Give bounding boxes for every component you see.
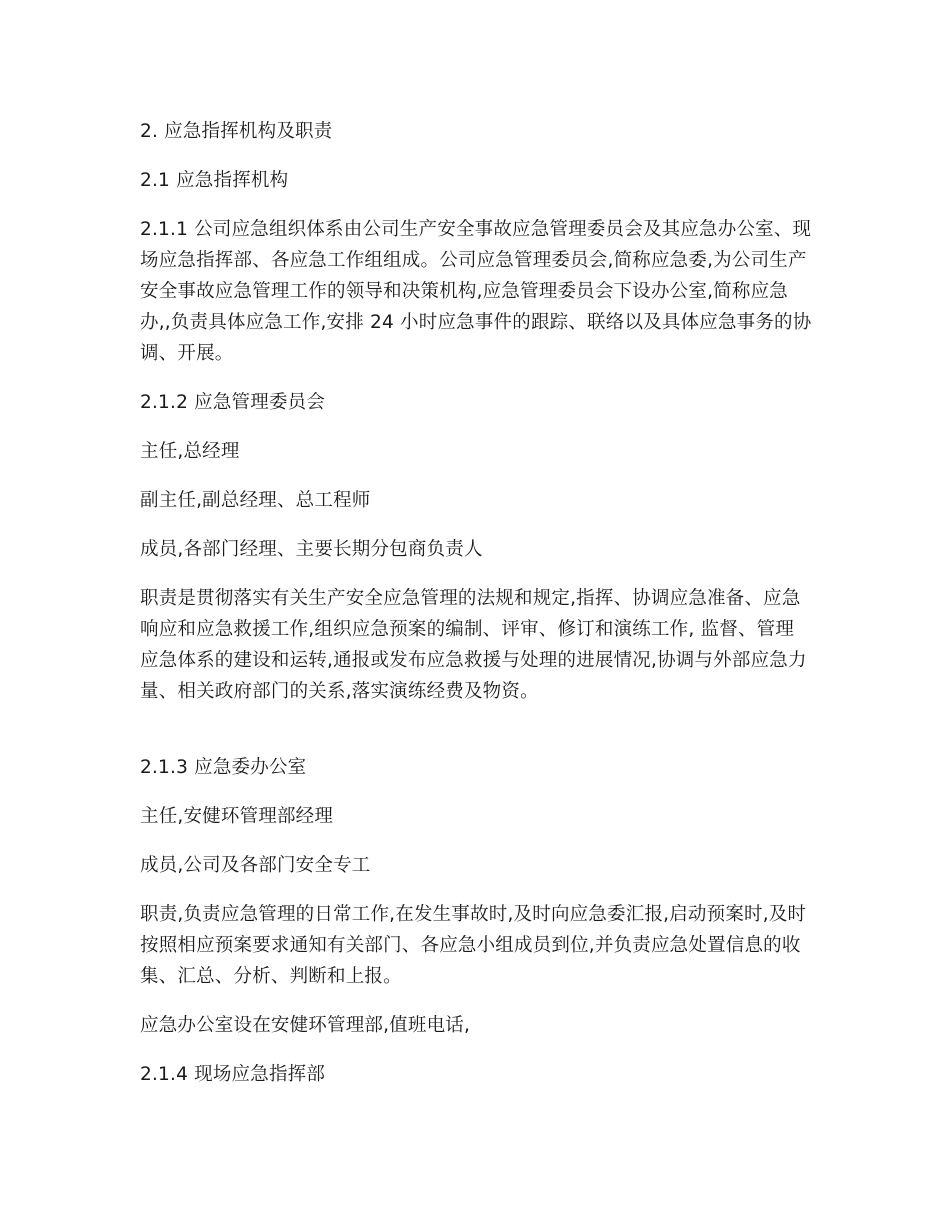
committee-deputy-director: 副主任,副总经理、总工程师 bbox=[140, 490, 371, 511]
office-director: 主任,安健环管理部经理 bbox=[140, 806, 334, 827]
committee-duties: 职责是贯彻落实有关生产安全应急管理的法规和规定,指挥、协调应急准备、应急响应和应急救援工作,组织应急预案的编制、评审、修订和演练工作, 监督、管理应急体系的建设和运转,通报或发布应急救援与处理的进展情况,协调与外部应急力量、相关政府部门的关系,落实演练经费及物资。 bbox=[140, 588, 807, 702]
heading-2-1-2: 2.1.2 应急管理委员会 bbox=[140, 392, 326, 413]
office-duties: 职责,负责应急管理的日常工作,在发生事故时,及时向应急委汇报,启动预案时,及时按照相应预案要求通知有关部门、各应急小组成员到位,并负责应急处置信息的收集、汇总、分析、判断和上报。 bbox=[140, 904, 807, 987]
committee-members: 成员,各部门经理、主要长期分包商负责人 bbox=[140, 539, 483, 560]
office-members: 成员,公司及各部门安全专工 bbox=[140, 855, 371, 876]
committee-director: 主任,总经理 bbox=[140, 441, 240, 462]
document-page bbox=[140, 116, 812, 1090]
heading-2: 2. 应急指挥机构及职责 bbox=[140, 121, 333, 142]
heading-2-1-3: 2.1.3 应急委办公室 bbox=[140, 757, 307, 778]
office-location: 应急办公室设在安健环管理部,值班电话, bbox=[140, 1015, 471, 1036]
paragraph-2-1-1: 2.1.1 公司应急组织体系由公司生产安全事故应急管理委员会及其应急办公室、现场应急指挥部、各应急工作组组成。公司应急管理委员会,简称应急委,为公司生产安全事故应急管理工作的领导和决策机构,应急管理委员会下设办公室,简称应急办,,负责具体应急工作,安排 24 小时应急事件的跟踪、联络以及具体应急事务的协调、开展。 bbox=[140, 219, 812, 364]
heading-2-1: 2.1 应急指挥机构 bbox=[140, 170, 289, 191]
heading-2-1-4: 2.1.4 现场应急指挥部 bbox=[140, 1064, 326, 1085]
